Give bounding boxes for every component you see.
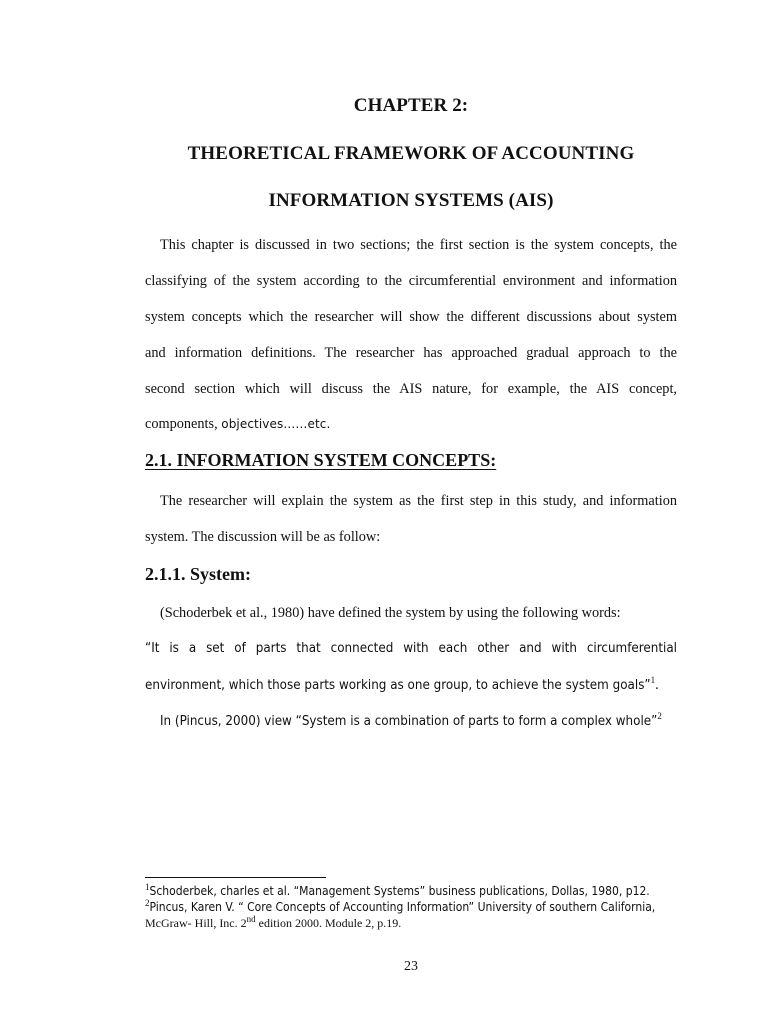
quote-line-2-end: . [655, 677, 659, 693]
footnote-2 [145, 900, 705, 914]
intro-line-3: system concepts which the researcher will show the different discussions about system [145, 309, 677, 325]
intro-line-5: second section which will discuss the AIS nature, for example, the AIS concept, [145, 381, 677, 397]
footnote-2-continued [145, 916, 705, 930]
footnote-1-marker: 1 [145, 882, 150, 892]
footnote-2-text: Pincus, Karen V. “ Core Concepts of Accounting Information” University of southern California, [149, 900, 656, 914]
intro-line-1: This chapter is discussed in two sections; the first section is the system concepts, the [160, 237, 677, 253]
footnote-1 [145, 884, 705, 898]
section-2-1-line-2: system. The discussion will be as follow: [145, 529, 381, 545]
schoderbek-line: (Schoderbek et al., 1980) have defined the system by using the following words: [160, 605, 621, 621]
intro-line-6-b: objectives……etc. [221, 417, 331, 431]
section-2-1-line-1: The researcher will explain the system as the first step in this study, and information [160, 493, 677, 509]
section-heading-2-1-1: 2.1.1. System: [145, 564, 251, 584]
quote-line-2 [145, 676, 677, 695]
intro-line-6 [145, 415, 677, 433]
footnote-2-line-2-a: McGraw- Hill, Inc. 2 [145, 916, 247, 930]
pincus-line [145, 712, 677, 731]
quote-line-1: “It is a set of parts that connected with each other and with circumferential [145, 641, 677, 656]
page-number: 23 [404, 959, 418, 974]
footnote-ref-2[interactable]: 2 [657, 711, 662, 722]
footnote-ref-1[interactable]: 1 [650, 675, 656, 686]
quote-line-2-text: environment, which those parts working as one group, to achieve the system goals” [145, 678, 651, 693]
footnote-2-marker: 2 [145, 898, 150, 908]
intro-line-2: classifying of the system according to the circumferential environment and information [145, 273, 677, 289]
chapter-title-line-2: INFORMATION SYSTEMS (AIS) [268, 190, 554, 211]
chapter-number: CHAPTER 2: [353, 95, 469, 116]
footnote-1-text: Schoderbek, charles et al. “Management Systems” business publications, Dollas, 1980, p12. [149, 884, 650, 898]
intro-line-4: and information definitions. The researcher has approached gradual approach to the [145, 345, 677, 361]
section-heading-2-1: 2.1. INFORMATION SYSTEM CONCEPTS: [145, 450, 497, 470]
footnote-2-line-2-b: edition 2000. Module 2, p.19. [255, 916, 402, 930]
pincus-line-text: In (Pincus, 2000) view “System is a combination of parts to form a complex whole” [160, 714, 658, 729]
footnote-separator [145, 877, 326, 878]
chapter-title-line-1: THEORETICAL FRAMEWORK OF ACCOUNTING [187, 143, 635, 164]
intro-line-6-a: components, [145, 416, 222, 432]
footnote-2-line-2-sup: nd [246, 914, 256, 924]
